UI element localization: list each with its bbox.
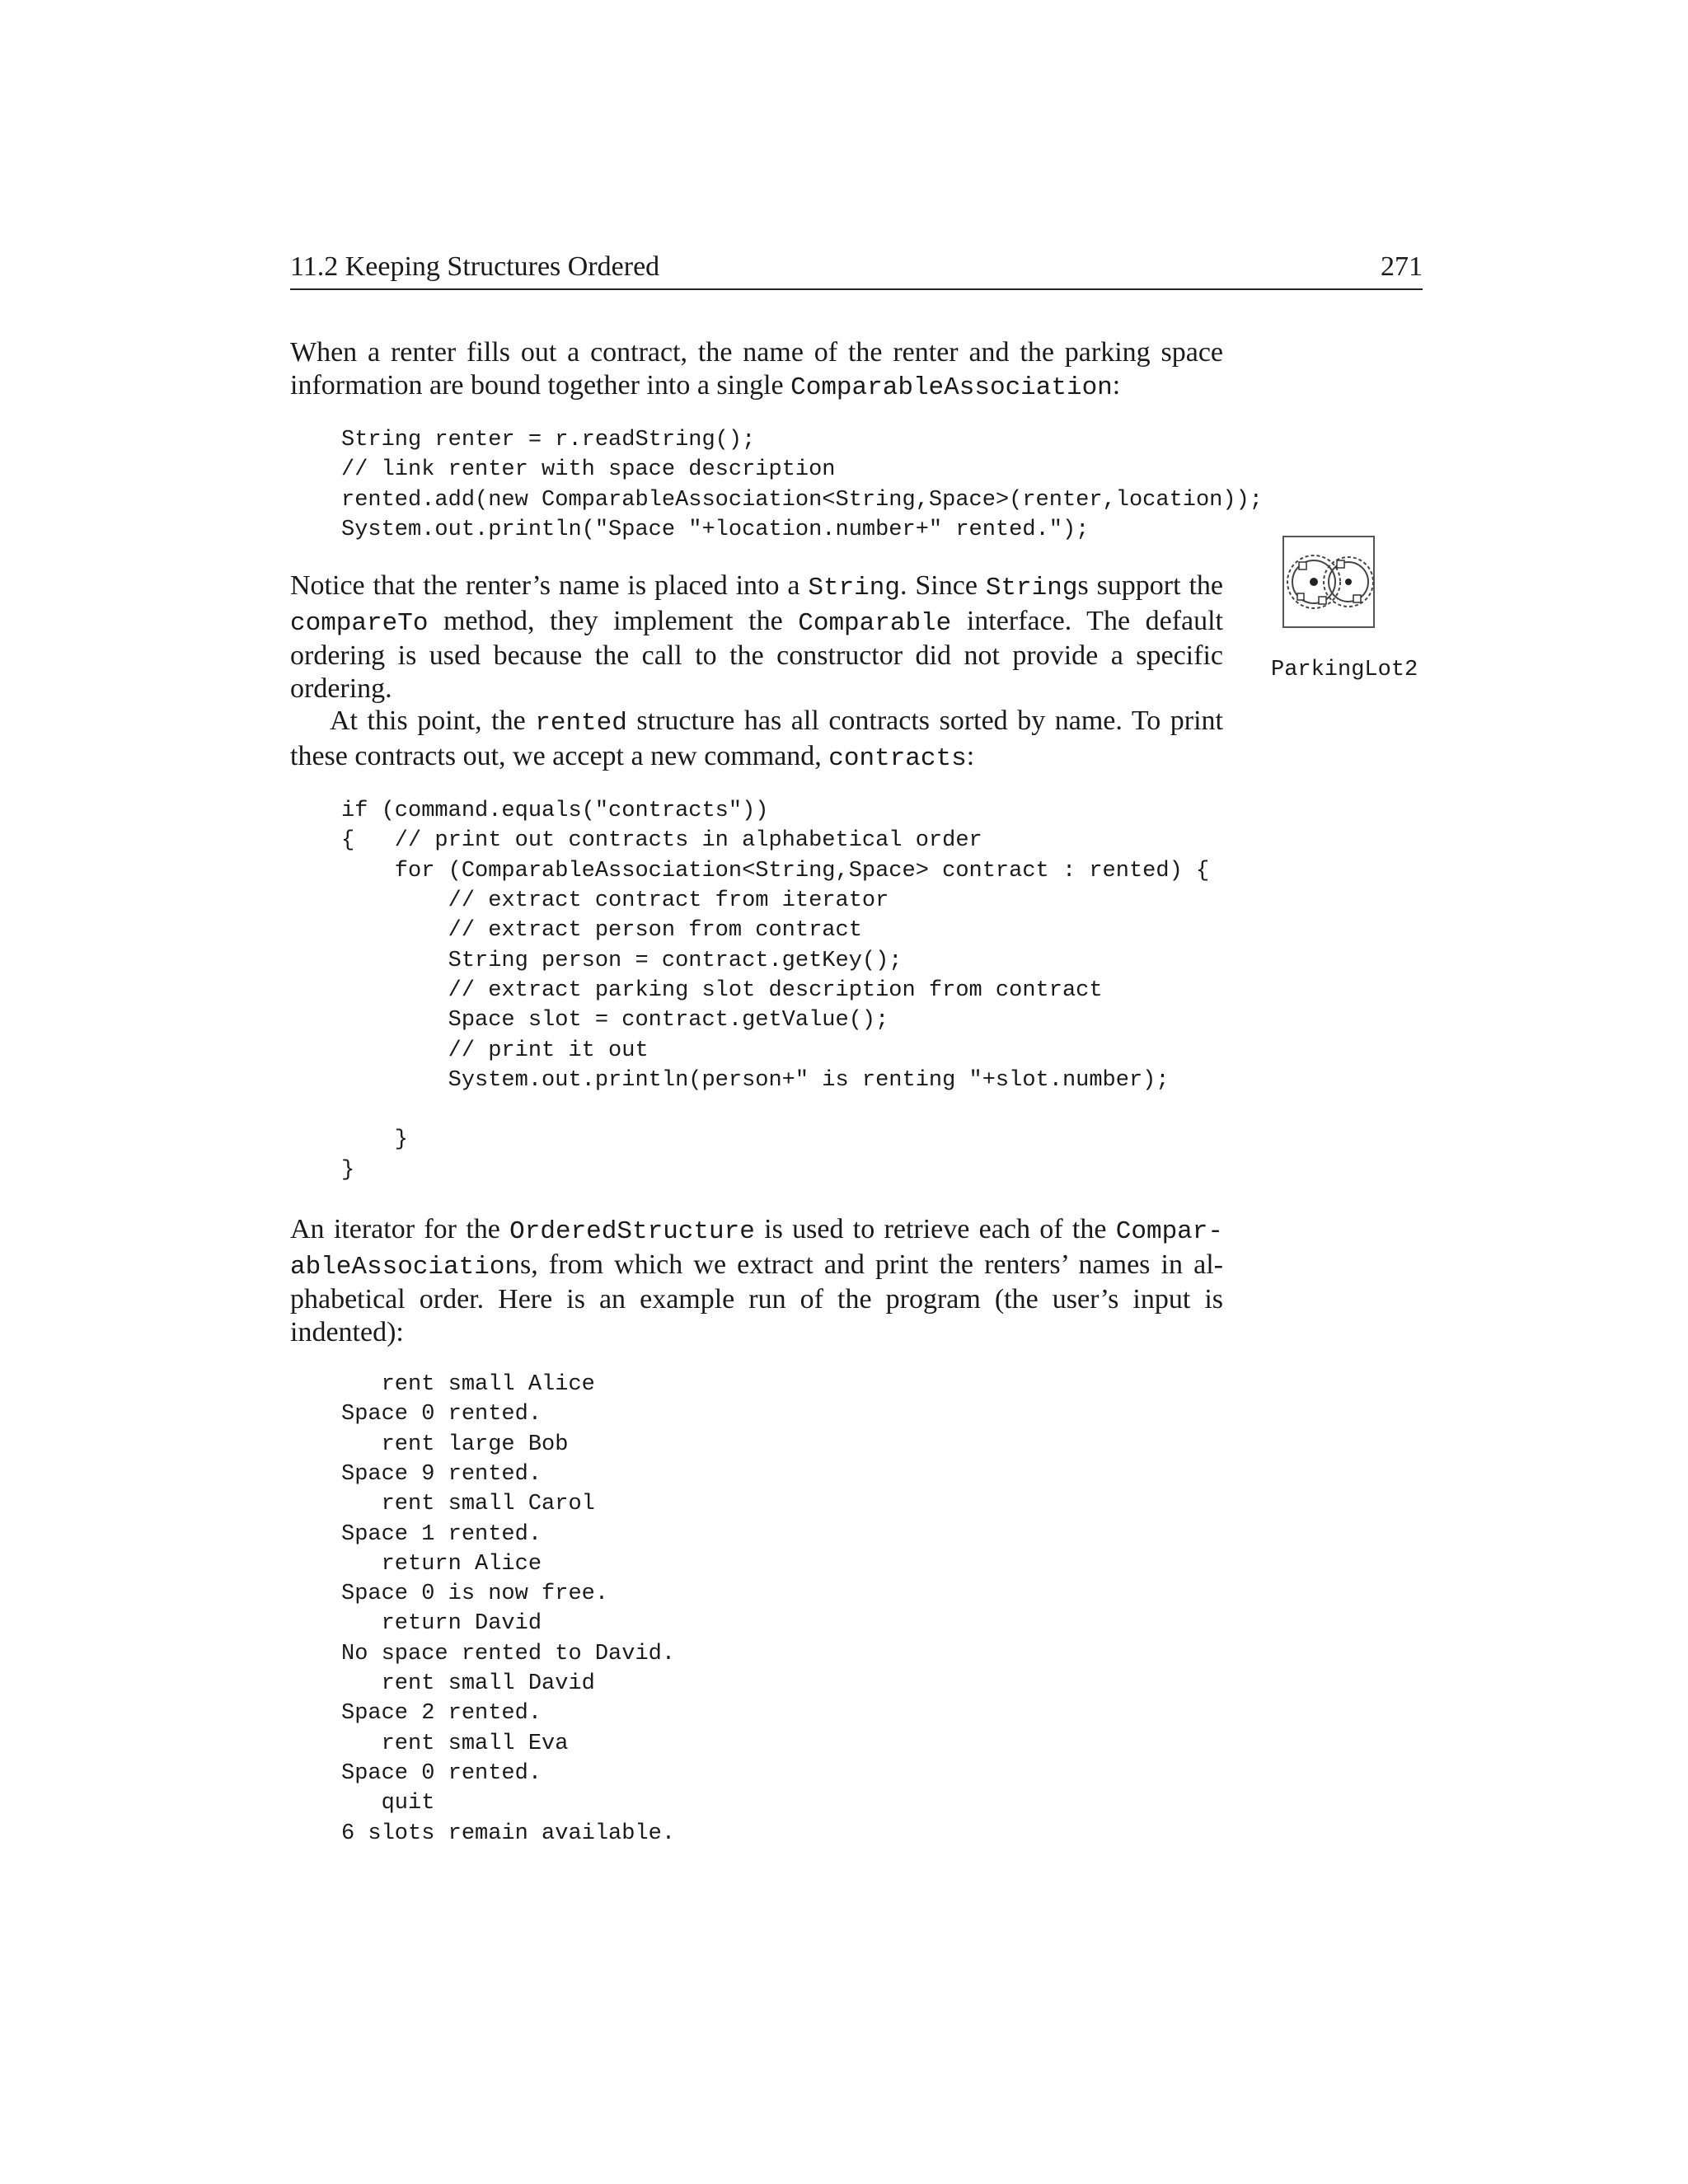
code-block-contracts <box>290 796 1223 1185</box>
output-line: 6 slots remain available. <box>341 1821 676 1846</box>
inline-code: ComparableAssociation <box>790 373 1113 402</box>
code-block-example-run <box>290 1370 1223 1849</box>
output-line: No space rented to David. <box>341 1641 676 1666</box>
output-line: return David <box>341 1611 542 1637</box>
gears-icon <box>1282 536 1375 628</box>
code-line: String renter = r.readString(); <box>341 428 756 452</box>
text-run: structure has all contracts sorted by name. To print these contracts out, we accept a new command, <box>290 705 1223 771</box>
code-line: // extract person from contract <box>341 918 862 944</box>
code-line <box>341 1095 1223 1125</box>
page-number: 271 <box>1381 251 1423 282</box>
code-line: // extract parking slot description from contract <box>341 977 1103 1003</box>
code-line: System.out.println("Space "+location.number+" rented."); <box>341 517 1090 542</box>
output-line: rent small Alice <box>341 1372 595 1398</box>
text-run: At this point, the <box>330 705 536 737</box>
inline-code: Comparable <box>798 608 952 638</box>
output-line: rent small Eva <box>341 1731 569 1756</box>
inline-code: OrderedStructure <box>509 1217 755 1247</box>
code-block-rent <box>290 425 1263 545</box>
output-line: Space 2 rented. <box>341 1701 542 1727</box>
book-page <box>290 247 1423 1849</box>
program-name: ParkingLot2 <box>1271 658 1418 682</box>
text-run: . Since <box>900 570 986 602</box>
code-line: } <box>341 1157 355 1183</box>
output-line: rent large Bob <box>341 1432 569 1457</box>
section-title: 11.2 Keeping Structures Ordered <box>290 251 660 282</box>
code-line: rented.add(new ComparableAssociation<String,Space>(renter,location)); <box>341 487 1263 513</box>
text-run: An iterator for the <box>290 1214 510 1245</box>
paragraph-contract <box>290 336 1223 404</box>
code-line: if (command.equals("contracts")) <box>341 799 769 824</box>
text-run: Notice that the renter’s name is placed into a <box>290 570 809 602</box>
text-run: s support the <box>1077 570 1223 602</box>
paragraph-string <box>290 569 1223 705</box>
code-line: // print it out <box>341 1038 649 1063</box>
code-line: String person = contract.getKey(); <box>341 948 903 973</box>
code-line: // link renter with space description <box>341 457 836 483</box>
output-line: Space 0 is now free. <box>341 1582 609 1607</box>
code-line: for (ComparableAssociation<String,Space> contract : rented) { <box>341 858 1210 883</box>
text-run: s, from which we extract and print the renters’ names in al-phabetical order. Here is an example run of the program (the user’s input is indented): <box>290 1249 1223 1347</box>
inline-code: contracts <box>828 743 967 773</box>
code-line: } <box>341 1127 409 1153</box>
code-line: // extract contract from iterator <box>341 888 889 914</box>
inline-code: String <box>985 574 1078 603</box>
margin-note <box>1271 536 1436 682</box>
text-run: : <box>1112 369 1121 401</box>
output-line: rent small David <box>341 1671 595 1697</box>
text-run: interface. The default ordering is used because the call to the constructor did not provide a specific ordering. <box>290 605 1223 704</box>
output-line: Space 0 rented. <box>341 1402 542 1427</box>
text-run: When a renter fills out a contract, the name of the renter and the parking space information are bound together into a single <box>290 337 1223 401</box>
text-run: : <box>966 740 975 771</box>
output-line: quit <box>341 1791 435 1816</box>
inline-code: rented <box>535 709 627 738</box>
paragraph-rented <box>290 705 1223 775</box>
inline-code: String <box>808 574 900 603</box>
running-header <box>290 247 1423 290</box>
inline-code: Compar-ableAssociation <box>290 1217 1223 1282</box>
code-line: Space slot = contract.getValue(); <box>341 1008 889 1033</box>
text-run: method, they implement the <box>428 605 799 636</box>
output-line: Space 1 rented. <box>341 1521 542 1547</box>
main-text <box>290 336 1418 1849</box>
code-line: System.out.println(person+" is renting "+slot.number); <box>341 1067 1170 1093</box>
output-line: rent small Carol <box>341 1492 595 1517</box>
output-line: return Alice <box>341 1551 542 1577</box>
code-line: { // print out contracts in alphabetical order <box>341 828 982 854</box>
inline-code: compareTo <box>290 608 429 638</box>
output-line: Space 0 rented. <box>341 1760 542 1786</box>
paragraph-iterator <box>290 1213 1223 1348</box>
output-line: Space 9 rented. <box>341 1461 542 1487</box>
text-run: is used to retrieve each of the <box>754 1214 1116 1245</box>
